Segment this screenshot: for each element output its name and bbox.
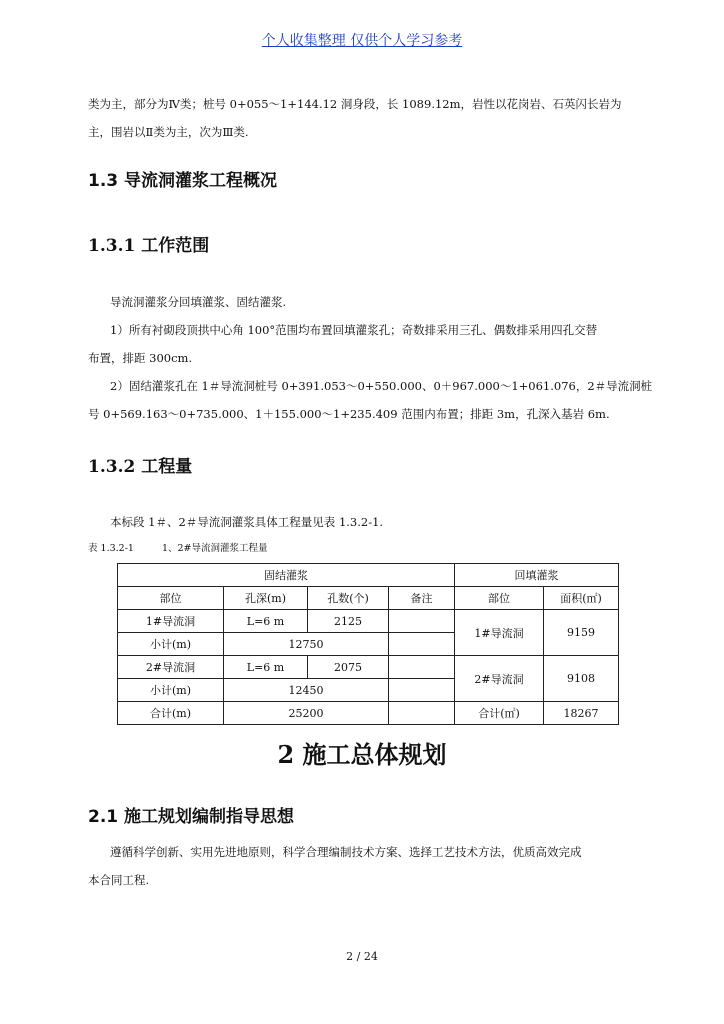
table-cell: 1#导流洞 <box>118 610 224 633</box>
table-cell: 18267 <box>544 702 619 725</box>
quantity-table <box>117 563 619 725</box>
table-row <box>118 610 619 633</box>
column-header-area: 面积(㎡) <box>544 587 619 610</box>
table-cell: L=6 m <box>224 656 308 679</box>
section-1-3-2-title: 1.3.2 工程量 <box>88 457 193 477</box>
intro-line-1: 类为主，部分为Ⅳ类；桩号 0+055～1+144.12 洞身段，长 1089.12m，岩性以花岗岩、石英闪长岩为 <box>88 97 622 111</box>
table-cell <box>389 656 455 679</box>
scope-paragraph-3-line-1: 2）固结灌浆孔在 1＃导流洞桩号 0+391.053～0+550.000、0＋967.000～1+061.076，2＃导流洞桩 <box>110 379 653 393</box>
quantity-paragraph: 本标段 1＃、2＃导流洞灌浆具体工程量见表 1.3.2-1. <box>110 515 384 529</box>
column-header-note: 备注 <box>389 587 455 610</box>
table-cell: 小计(m) <box>118 679 224 702</box>
table-caption-number: 表 1.3.2-1 <box>88 543 134 554</box>
scope-paragraph-3-line-2: 号 0+569.163～0+735.000、1＋155.000～1+235.409 范围内布置；排距 3m，孔深入基岩 6m. <box>88 407 610 421</box>
table-cell: 2125 <box>308 610 389 633</box>
section-2-1-title: 2.1 施工规划编制指导思想 <box>88 807 295 827</box>
table-caption-title: 1、2#导流洞灌浆工程量 <box>161 543 268 554</box>
table-cell: L=6 m <box>224 610 308 633</box>
table-cell: 合计(m) <box>118 702 224 725</box>
section-1-3-title: 1.3 导流洞灌浆工程概况 <box>88 171 278 191</box>
table-row <box>118 656 619 679</box>
table-cell: 9108 <box>544 656 619 702</box>
scope-paragraph-2-line-1: 1）所有衬砌段顶拱中心角 100°范围均布置回填灌浆孔；奇数排采用三孔、偶数排采用四孔交替 <box>110 323 598 337</box>
group-header-consolidation: 固结灌浆 <box>118 564 455 587</box>
column-header-depth: 孔深(m) <box>224 587 308 610</box>
table-cell: 1#导流洞 <box>455 610 544 656</box>
guideline-paragraph-line-2: 本合同工程. <box>88 873 150 887</box>
table-row <box>118 564 619 587</box>
intro-line-2: 主，围岩以Ⅱ类为主，次为Ⅲ类. <box>88 125 249 139</box>
group-header-backfill: 回填灌浆 <box>455 564 619 587</box>
table-cell: 2#导流洞 <box>455 656 544 702</box>
table-cell <box>389 633 455 656</box>
table-row <box>118 702 619 725</box>
column-header-count: 孔数(个) <box>308 587 389 610</box>
column-header-part: 部位 <box>118 587 224 610</box>
table-cell: 9159 <box>544 610 619 656</box>
table-cell <box>389 610 455 633</box>
table-cell: 2#导流洞 <box>118 656 224 679</box>
section-1-3-1-title: 1.3.1 工作范围 <box>88 236 210 256</box>
table-cell <box>389 702 455 725</box>
scope-paragraph-1: 导流洞灌浆分回填灌浆、固结灌浆. <box>110 295 287 309</box>
scope-paragraph-2-line-2: 布置，排距 300cm. <box>88 351 193 365</box>
page-header: 个人收集整理 仅供个人学习参考 <box>261 33 463 49</box>
table-cell: 12750 <box>224 633 389 656</box>
table-cell: 25200 <box>224 702 389 725</box>
table-row <box>118 587 619 610</box>
column-header-part-backfill: 部位 <box>455 587 544 610</box>
table-cell: 合计(㎡) <box>455 702 544 725</box>
table-caption <box>88 540 268 554</box>
chapter-2-title: 2 施工总体规划 <box>277 740 447 769</box>
page-number: 2 / 24 <box>346 950 378 963</box>
table-cell: 2075 <box>308 656 389 679</box>
guideline-paragraph-line-1: 遵循科学创新、实用先进地原则，科学合理编制技术方案、选择工艺技术方法，优质高效完成 <box>110 845 582 859</box>
table-cell: 12450 <box>224 679 389 702</box>
table-cell <box>389 679 455 702</box>
table-cell: 小计(m) <box>118 633 224 656</box>
